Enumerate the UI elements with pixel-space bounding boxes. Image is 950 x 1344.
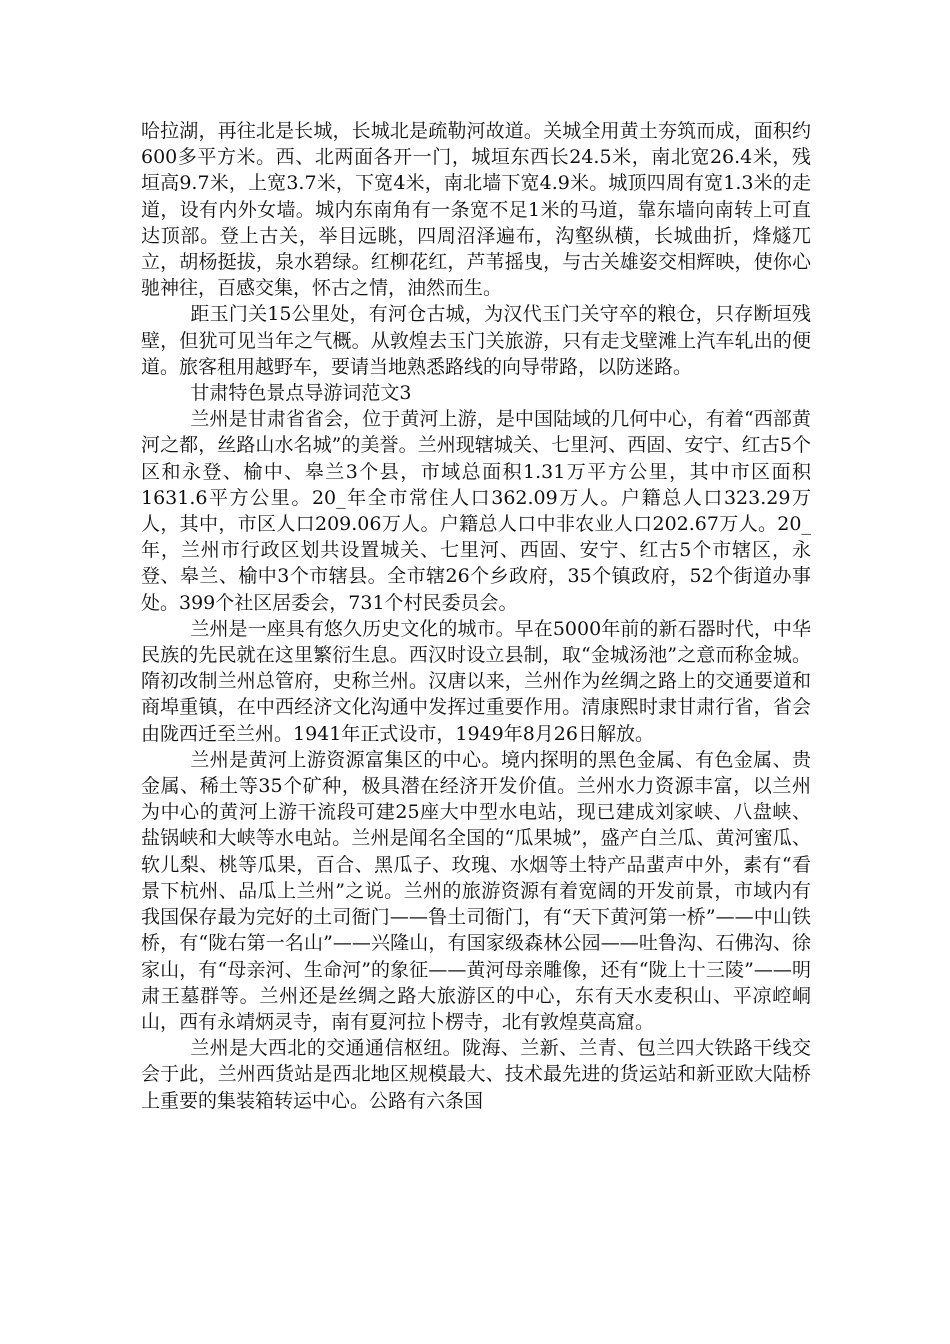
paragraph-lanzhou-resources: 兰州是黄河上游资源富集区的中心。境内探明的黑色金属、有色金属、贵金属、稀土等35个矿种，极具潜在经济开发价值。兰州水力资源丰富，以兰州为中心的黄河上游干流段可建25座大中型水电站，现已建成刘家峡、八盘峡、盐锅峡和大峡等水电站。兰州是闻名全国的“瓜果城”，盛产白兰瓜、黄河蜜瓜、软儿梨、桃等瓜果，百合、黑瓜子、玫瑰、水烟等土特产品蜚声中外，素有“看景下杭州、品瓜上兰州”之说。兰州的旅游资源有着宽阔的开发前景，市域内有我国保存最为完好的土司衙门——鲁土司衙门，有“天下黄河第一桥”——中山铁桥，有“陇右第一名山”——兴隆山，有国家级森林公园——吐鲁沟、石佛沟、徐家山，有“母亲河、生命河”的象征——黄河母亲雕像，还有“陇上十三陵”——明肃王墓群等。兰州还是丝绸之路大旅游区的中心，东有天水麦积山、平凉崆峒山，西有永靖炳灵寺，南有夏河拉卜楞寺，北有敦煌莫高窟。 xyxy=(141,748,811,1033)
paragraph-hecang-ancient-city: 距玉门关15公里处，有河仓古城，为汉代玉门关守卒的粮仓，只存断垣残壁，但犹可见当年之气概。从敦煌去玉门关旅游，只有走戈壁滩上汽车轧出的便道。旅客租用越野车，要请当地熟悉路线的向导带路，以防迷路。 xyxy=(141,303,811,378)
section-heading: 甘肃特色景点导游词范文3 xyxy=(190,382,412,405)
document-body xyxy=(141,118,811,1114)
paragraph-lanzhou-history: 兰州是一座具有悠久历史文化的城市。早在5000年前的新石器时代，中华民族的先民就在这里繁衍生息。西汉时设立县制，取“金城汤池”之意而称金城。隋初改制兰州总管府，史称兰州。汉唐以来，兰州作为丝绸之路上的交通要道和商埠重镇，在中西经济文化沟通中发挥过重要作用。清康熙时隶甘肃行省，省会由陇西迁至兰州。1941年正式设市，1949年8月26日解放。 xyxy=(141,617,811,745)
paragraph-yumen-pass-fortress: 哈拉湖，再往北是长城，长城北是疏勒河故道。关城全用黄土夯筑而成，面积约600多平方米。西、北两面各开一门，城垣东西长24.5米，南北宽26.4米，残垣高9.7米，上宽3.7米，下宽4米，南北墙下宽4.9米。城顶四周有宽1.3米的走道，设有内外女墙。城内东南角有一条宽不足1米的马道，靠东墙向南转上可直达顶部。登上古关，举目远眺，四周沼泽遍布，沟壑纵横，长城曲折，烽燧兀立，胡杨挺拔，泉水碧绿。红柳花红，芦苇摇曳，与古关雄姿交相辉映，使你心驰神往，百感交集，怀古之情，油然而生。 xyxy=(141,120,811,300)
paragraph-lanzhou-transport: 兰州是大西北的交通通信枢纽。陇海、兰新、兰青、包兰四大铁路干线交会于此，兰州西货站是西北地区规模最大、技术最先进的货运站和新亚欧大陆桥上重要的集装箱转运中心。公路有六条国 xyxy=(141,1037,811,1112)
paragraph-lanzhou-overview: 兰州是甘肃省省会，位于黄河上游，是中国陆域的几何中心，有着“西部黄河之都，丝路山水名城”的美誉。兰州现辖城关、七里河、西固、安宁、红古5个区和永登、榆中、皋兰3个县，市域总面积1.31万平方公里，其中市区面积1631.6平方公里。20_年全市常住人口362.09万人。户籍总人口323.29万人，其中，市区人口209.06万人。户籍总人口中非农业人口202.67万人。20_年，兰州市行政区划共设置城关、七里河、西固、安宁、红古5个市辖区，永登、皋兰、榆中3个市辖县。全市辖26个乡政府，35个镇政府，52个街道办事处。399个社区居委会，731个村民委员会。 xyxy=(141,408,811,614)
